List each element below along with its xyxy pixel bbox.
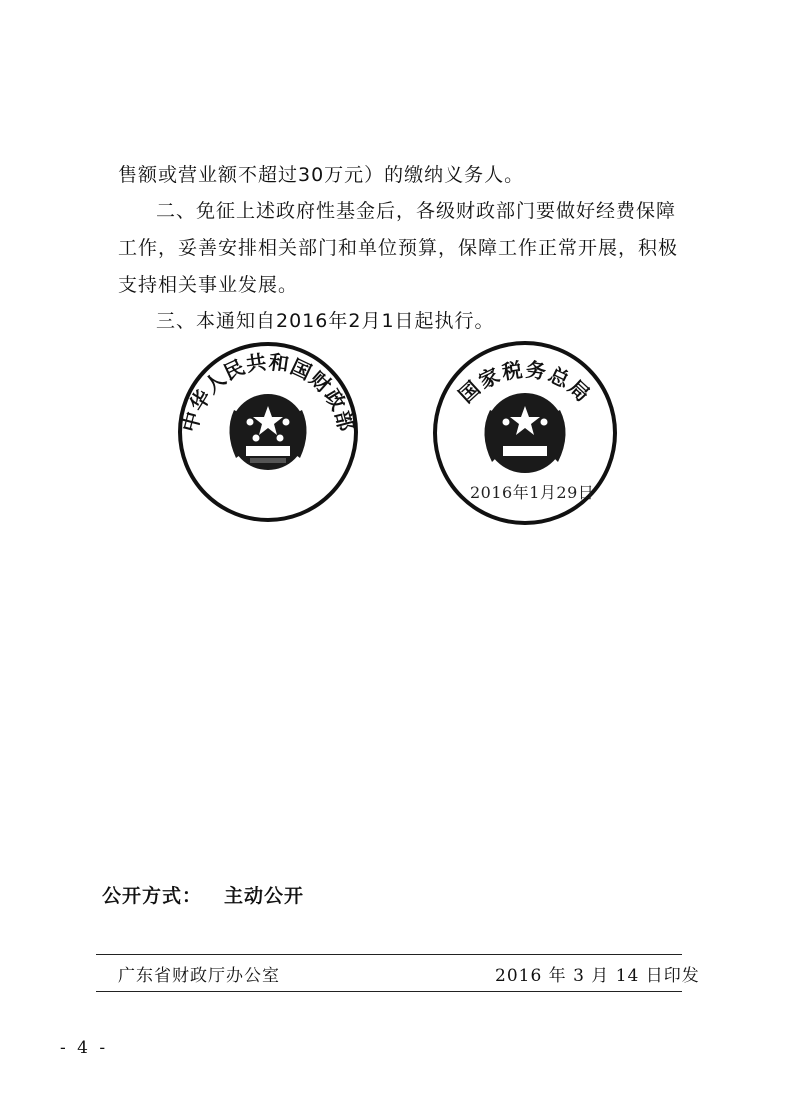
page-number: - 4 - [60, 1038, 109, 1058]
disclosure-label: 公开方式： [102, 885, 203, 907]
tax-administration-seal-text: 国家税务总局 [453, 357, 597, 408]
item-2-line-2: 工作，妥善安排相关部门和单位预算，保障工作正常开展，积极 [118, 237, 679, 259]
issued-date: 2016 年 3 月 14 日印发 [495, 966, 700, 986]
finance-ministry-seal [176, 340, 360, 524]
seal-date: 2016年1月29日 [470, 483, 595, 502]
body-line-1: 售额或营业额不超过30万元）的缴纳义务人。 [118, 164, 525, 186]
item-2-line-1: 二、免征上述政府性基金后，各级财政部门要做好经费保障 [156, 200, 677, 222]
item-3-paragraph: 三、本通知自2016年2月1日起执行。 [156, 310, 495, 332]
item-2-line-3: 支持相关事业发展。 [118, 274, 299, 296]
national-emblem-icon [229, 394, 306, 470]
disclosure-line [102, 881, 304, 908]
national-emblem-icon [484, 393, 565, 473]
item-2-paragraph [118, 193, 698, 304]
finance-ministry-seal-text: 中华人民共和国财政部 [177, 349, 359, 435]
issuer: 广东省财政厅办公室 [118, 966, 280, 986]
footer-top-rule [96, 954, 682, 955]
disclosure-value: 主动公开 [224, 885, 305, 907]
footer-bottom-rule [96, 991, 682, 992]
